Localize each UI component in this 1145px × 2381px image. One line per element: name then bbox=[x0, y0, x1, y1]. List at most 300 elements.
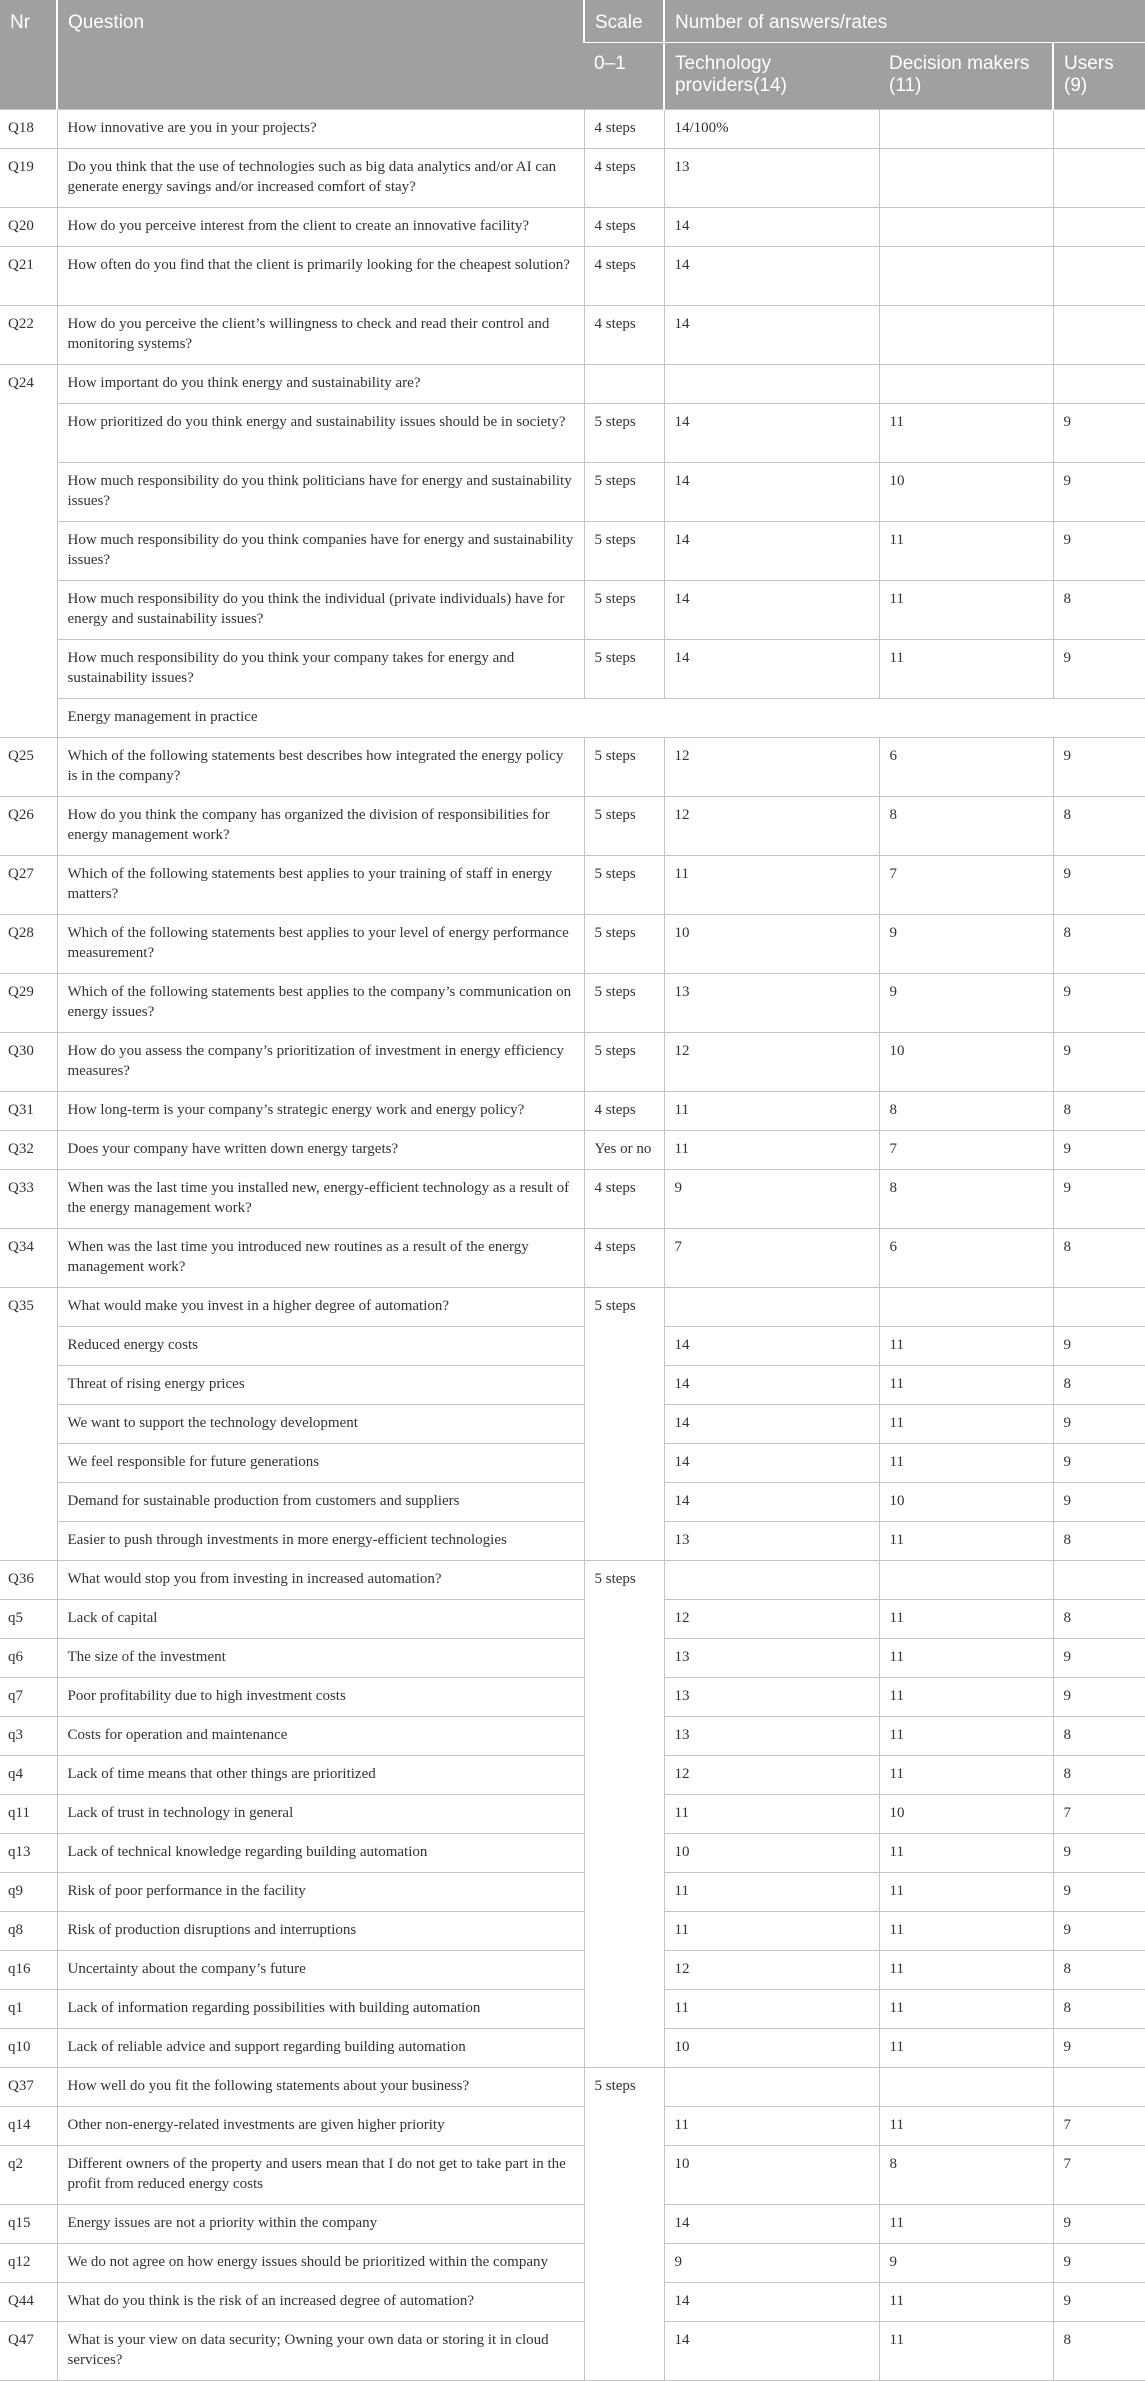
row-nr: q3 bbox=[0, 1717, 57, 1756]
row-question: What is your view on data security; Owning your own data or storing it in cloud services? bbox=[57, 2322, 584, 2381]
row-decision-makers: 8 bbox=[879, 797, 1053, 856]
row-scale bbox=[584, 2029, 664, 2068]
row-nr: q13 bbox=[0, 1834, 57, 1873]
table-row bbox=[0, 208, 1145, 247]
row-question: When was the last time you installed new, energy-efficient technology as a result of the energy management work? bbox=[57, 1170, 584, 1229]
row-question: How prioritized do you think energy and sustainability issues should be in society? bbox=[57, 404, 584, 463]
header-technology-providers: Technology providers(14) bbox=[664, 43, 879, 110]
table-row bbox=[0, 1229, 1145, 1288]
row-question: Costs for operation and maintenance bbox=[57, 1717, 584, 1756]
row-nr bbox=[0, 1522, 57, 1561]
row-technology-providers: 7 bbox=[664, 1229, 879, 1288]
row-scale: 5 steps bbox=[584, 581, 664, 640]
table-row bbox=[0, 1600, 1145, 1639]
row-users: 9 bbox=[1053, 1639, 1145, 1678]
row-technology-providers: 14 bbox=[664, 208, 879, 247]
row-nr: q16 bbox=[0, 1951, 57, 1990]
row-scale: 5 steps bbox=[584, 2068, 664, 2107]
row-scale bbox=[584, 1522, 664, 1561]
row-question: How much responsibility do you think politicians have for energy and sustainability issues? bbox=[57, 463, 584, 522]
table-row bbox=[0, 640, 1145, 699]
row-scale bbox=[584, 1444, 664, 1483]
row-users bbox=[1053, 1561, 1145, 1600]
row-question: How well do you fit the following statements about your business? bbox=[57, 2068, 584, 2107]
row-question: How do you think the company has organized the division of responsibilities for energy management work? bbox=[57, 797, 584, 856]
row-technology-providers: 14 bbox=[664, 247, 879, 306]
row-nr bbox=[0, 1327, 57, 1366]
row-nr: Q21 bbox=[0, 247, 57, 306]
row-users: 9 bbox=[1053, 2205, 1145, 2244]
row-users: 9 bbox=[1053, 1327, 1145, 1366]
row-technology-providers: 13 bbox=[664, 1639, 879, 1678]
row-question: Threat of rising energy prices bbox=[57, 1366, 584, 1405]
row-scale bbox=[584, 1327, 664, 1366]
row-question: Demand for sustainable production from customers and suppliers bbox=[57, 1483, 584, 1522]
row-users bbox=[1053, 306, 1145, 365]
row-technology-providers: 11 bbox=[664, 1795, 879, 1834]
row-users: 9 bbox=[1053, 640, 1145, 699]
row-technology-providers: 14 bbox=[664, 1444, 879, 1483]
row-scale: 4 steps bbox=[584, 1170, 664, 1229]
row-scale bbox=[584, 2244, 664, 2283]
row-nr: Q22 bbox=[0, 306, 57, 365]
row-decision-makers: 11 bbox=[879, 2322, 1053, 2381]
row-scale: 4 steps bbox=[584, 1229, 664, 1288]
row-decision-makers: 9 bbox=[879, 915, 1053, 974]
row-technology-providers bbox=[664, 1561, 879, 1600]
row-technology-providers: 12 bbox=[664, 1951, 879, 1990]
row-nr bbox=[0, 699, 57, 738]
row-users: 9 bbox=[1053, 463, 1145, 522]
row-technology-providers: 11 bbox=[664, 1131, 879, 1170]
row-nr: Q25 bbox=[0, 738, 57, 797]
table-row bbox=[0, 404, 1145, 463]
row-nr bbox=[0, 1444, 57, 1483]
row-nr: q4 bbox=[0, 1756, 57, 1795]
table-row bbox=[0, 1033, 1145, 1092]
row-technology-providers: 10 bbox=[664, 1834, 879, 1873]
table-row bbox=[0, 1678, 1145, 1717]
row-scale bbox=[584, 1405, 664, 1444]
row-nr bbox=[0, 463, 57, 522]
row-technology-providers: 9 bbox=[664, 1170, 879, 1229]
row-nr bbox=[0, 1405, 57, 1444]
row-technology-providers: 11 bbox=[664, 1873, 879, 1912]
table-row bbox=[0, 974, 1145, 1033]
row-question: Which of the following statements best applies to the company’s communication on energy issues? bbox=[57, 974, 584, 1033]
row-question: How do you perceive the client’s willingness to check and read their control and monitoring systems? bbox=[57, 306, 584, 365]
row-question: How long-term is your company’s strategic energy work and energy policy? bbox=[57, 1092, 584, 1131]
row-decision-makers: 9 bbox=[879, 2244, 1053, 2283]
row-scale: 5 steps bbox=[584, 974, 664, 1033]
row-nr bbox=[0, 581, 57, 640]
row-technology-providers: 13 bbox=[664, 149, 879, 208]
row-decision-makers bbox=[879, 1561, 1053, 1600]
row-scale bbox=[584, 1951, 664, 1990]
table-row bbox=[0, 1092, 1145, 1131]
row-technology-providers: 13 bbox=[664, 1522, 879, 1561]
row-technology-providers: 13 bbox=[664, 974, 879, 1033]
row-decision-makers: 11 bbox=[879, 1912, 1053, 1951]
row-scale: 5 steps bbox=[584, 1561, 664, 1600]
row-decision-makers bbox=[879, 306, 1053, 365]
row-nr: q12 bbox=[0, 2244, 57, 2283]
row-question: How much responsibility do you think companies have for energy and sustainability issues? bbox=[57, 522, 584, 581]
row-scale bbox=[584, 1600, 664, 1639]
row-users: 9 bbox=[1053, 2029, 1145, 2068]
row-decision-makers: 10 bbox=[879, 1033, 1053, 1092]
row-users: 9 bbox=[1053, 1483, 1145, 1522]
row-nr: Q47 bbox=[0, 2322, 57, 2381]
row-technology-providers: 14 bbox=[664, 1483, 879, 1522]
row-technology-providers: 14 bbox=[664, 463, 879, 522]
row-question: The size of the investment bbox=[57, 1639, 584, 1678]
section-label: Energy management in practice bbox=[57, 699, 1145, 738]
header-decision-makers: Decision makers (11) bbox=[879, 43, 1053, 110]
header-question: Question bbox=[57, 0, 584, 110]
row-decision-makers: 11 bbox=[879, 1951, 1053, 1990]
row-decision-makers: 6 bbox=[879, 738, 1053, 797]
row-question: Which of the following statements best applies to your level of energy performance measurement? bbox=[57, 915, 584, 974]
row-decision-makers: 11 bbox=[879, 2283, 1053, 2322]
row-nr: Q32 bbox=[0, 1131, 57, 1170]
table-body bbox=[0, 110, 1145, 2381]
row-nr: q7 bbox=[0, 1678, 57, 1717]
row-question: How much responsibility do you think the individual (private individuals) have for energy and sustainability issues? bbox=[57, 581, 584, 640]
row-users: 9 bbox=[1053, 1444, 1145, 1483]
table-row bbox=[0, 522, 1145, 581]
row-scale bbox=[584, 1990, 664, 2029]
row-question: We do not agree on how energy issues should be prioritized within the company bbox=[57, 2244, 584, 2283]
row-decision-makers: 11 bbox=[879, 1873, 1053, 1912]
row-technology-providers: 12 bbox=[664, 1033, 879, 1092]
row-scale bbox=[584, 1912, 664, 1951]
row-users: 9 bbox=[1053, 1678, 1145, 1717]
table-row bbox=[0, 2244, 1145, 2283]
row-users: 9 bbox=[1053, 522, 1145, 581]
row-users: 8 bbox=[1053, 1092, 1145, 1131]
row-scale bbox=[584, 1366, 664, 1405]
row-scale bbox=[584, 1483, 664, 1522]
row-decision-makers bbox=[879, 1288, 1053, 1327]
row-nr: Q34 bbox=[0, 1229, 57, 1288]
row-nr: q15 bbox=[0, 2205, 57, 2244]
row-technology-providers: 14 bbox=[664, 404, 879, 463]
table-row bbox=[0, 1483, 1145, 1522]
row-scale: Yes or no bbox=[584, 1131, 664, 1170]
table-row bbox=[0, 1405, 1145, 1444]
row-decision-makers: 10 bbox=[879, 1795, 1053, 1834]
row-technology-providers: 14 bbox=[664, 306, 879, 365]
table-row bbox=[0, 1366, 1145, 1405]
row-scale: 5 steps bbox=[584, 1033, 664, 1092]
row-nr: q8 bbox=[0, 1912, 57, 1951]
row-scale bbox=[584, 1795, 664, 1834]
table-row bbox=[0, 149, 1145, 208]
row-nr: Q19 bbox=[0, 149, 57, 208]
row-decision-makers: 11 bbox=[879, 1522, 1053, 1561]
row-technology-providers: 10 bbox=[664, 2146, 879, 2205]
table-row bbox=[0, 2283, 1145, 2322]
row-nr: Q30 bbox=[0, 1033, 57, 1092]
header-users: Users (9) bbox=[1053, 43, 1145, 110]
row-users: 7 bbox=[1053, 2107, 1145, 2146]
table-row bbox=[0, 1131, 1145, 1170]
row-decision-makers: 11 bbox=[879, 1834, 1053, 1873]
row-nr: q2 bbox=[0, 2146, 57, 2205]
row-question: How much responsibility do you think your company takes for energy and sustainability issues? bbox=[57, 640, 584, 699]
row-decision-makers: 11 bbox=[879, 2029, 1053, 2068]
table-row bbox=[0, 1288, 1145, 1327]
row-decision-makers: 11 bbox=[879, 1600, 1053, 1639]
row-scale bbox=[584, 1756, 664, 1795]
row-users bbox=[1053, 2068, 1145, 2107]
row-technology-providers: 14 bbox=[664, 640, 879, 699]
row-decision-makers: 7 bbox=[879, 1131, 1053, 1170]
row-users bbox=[1053, 149, 1145, 208]
row-scale: 4 steps bbox=[584, 247, 664, 306]
row-decision-makers: 11 bbox=[879, 1639, 1053, 1678]
row-scale bbox=[584, 1834, 664, 1873]
header-scale: Scale bbox=[584, 0, 664, 43]
table-row bbox=[0, 738, 1145, 797]
row-technology-providers: 10 bbox=[664, 2029, 879, 2068]
row-users: 7 bbox=[1053, 2146, 1145, 2205]
header-scale-sub: 0–1 bbox=[584, 43, 664, 110]
row-question: How important do you think energy and sustainability are? bbox=[57, 365, 584, 404]
table-row bbox=[0, 1795, 1145, 1834]
row-technology-providers: 14 bbox=[664, 2205, 879, 2244]
row-nr: Q28 bbox=[0, 915, 57, 974]
row-users: 9 bbox=[1053, 1834, 1145, 1873]
row-scale bbox=[584, 1639, 664, 1678]
table-row bbox=[0, 2322, 1145, 2381]
row-nr: Q35 bbox=[0, 1288, 57, 1327]
row-technology-providers: 14 bbox=[664, 581, 879, 640]
row-users: 8 bbox=[1053, 1951, 1145, 1990]
table-row bbox=[0, 1912, 1145, 1951]
row-users: 9 bbox=[1053, 2244, 1145, 2283]
row-technology-providers bbox=[664, 2068, 879, 2107]
row-users: 9 bbox=[1053, 1912, 1145, 1951]
row-nr: q6 bbox=[0, 1639, 57, 1678]
row-question: Lack of technical knowledge regarding building automation bbox=[57, 1834, 584, 1873]
table-row bbox=[0, 1834, 1145, 1873]
row-decision-makers: 10 bbox=[879, 463, 1053, 522]
row-scale: 4 steps bbox=[584, 208, 664, 247]
row-decision-makers: 11 bbox=[879, 640, 1053, 699]
row-question: Different owners of the property and users mean that I do not get to take part in the profit from reduced energy costs bbox=[57, 2146, 584, 2205]
row-technology-providers: 11 bbox=[664, 1990, 879, 2029]
row-nr: Q44 bbox=[0, 2283, 57, 2322]
row-question: How innovative are you in your projects? bbox=[57, 110, 584, 149]
row-users: 8 bbox=[1053, 1717, 1145, 1756]
row-users: 8 bbox=[1053, 1522, 1145, 1561]
row-scale bbox=[584, 365, 664, 404]
row-scale bbox=[584, 2322, 664, 2381]
row-technology-providers: 12 bbox=[664, 797, 879, 856]
table-row bbox=[0, 2205, 1145, 2244]
row-nr bbox=[0, 1483, 57, 1522]
row-users: 9 bbox=[1053, 404, 1145, 463]
row-scale bbox=[584, 2205, 664, 2244]
table-row bbox=[0, 1990, 1145, 2029]
row-technology-providers bbox=[664, 365, 879, 404]
table-row bbox=[0, 1717, 1145, 1756]
row-question: We want to support the technology development bbox=[57, 1405, 584, 1444]
row-nr: Q36 bbox=[0, 1561, 57, 1600]
row-users: 8 bbox=[1053, 581, 1145, 640]
row-users: 9 bbox=[1053, 1131, 1145, 1170]
row-question: What would stop you from investing in increased automation? bbox=[57, 1561, 584, 1600]
row-nr: Q37 bbox=[0, 2068, 57, 2107]
row-question: Do you think that the use of technologies such as big data analytics and/or AI can generate energy savings and/or increased comfort of stay? bbox=[57, 149, 584, 208]
row-nr: q5 bbox=[0, 1600, 57, 1639]
row-decision-makers: 6 bbox=[879, 1229, 1053, 1288]
row-decision-makers bbox=[879, 365, 1053, 404]
row-technology-providers: 14 bbox=[664, 2322, 879, 2381]
row-scale: 5 steps bbox=[584, 640, 664, 699]
table-row bbox=[0, 1756, 1145, 1795]
row-technology-providers: 14 bbox=[664, 1405, 879, 1444]
row-technology-providers: 11 bbox=[664, 856, 879, 915]
row-question: Uncertainty about the company’s future bbox=[57, 1951, 584, 1990]
row-technology-providers: 9 bbox=[664, 2244, 879, 2283]
row-decision-makers bbox=[879, 2068, 1053, 2107]
row-users: 8 bbox=[1053, 915, 1145, 974]
table-row bbox=[0, 365, 1145, 404]
row-decision-makers: 11 bbox=[879, 522, 1053, 581]
row-question: How often do you find that the client is primarily looking for the cheapest solution? bbox=[57, 247, 584, 306]
row-question: Risk of production disruptions and interruptions bbox=[57, 1912, 584, 1951]
row-question: Easier to push through investments in more energy-efficient technologies bbox=[57, 1522, 584, 1561]
row-technology-providers: 14 bbox=[664, 1327, 879, 1366]
row-users: 9 bbox=[1053, 1873, 1145, 1912]
row-decision-makers: 7 bbox=[879, 856, 1053, 915]
row-technology-providers: 10 bbox=[664, 915, 879, 974]
header-nr: Nr bbox=[0, 0, 57, 110]
row-users bbox=[1053, 247, 1145, 306]
row-scale bbox=[584, 1717, 664, 1756]
row-users bbox=[1053, 208, 1145, 247]
row-question: Lack of information regarding possibilities with building automation bbox=[57, 1990, 584, 2029]
row-users: 8 bbox=[1053, 797, 1145, 856]
section-row bbox=[0, 699, 1145, 738]
row-scale bbox=[584, 2146, 664, 2205]
table-row bbox=[0, 915, 1145, 974]
row-decision-makers bbox=[879, 247, 1053, 306]
row-technology-providers: 11 bbox=[664, 1092, 879, 1131]
row-decision-makers: 11 bbox=[879, 1327, 1053, 1366]
table-header bbox=[0, 0, 1145, 110]
row-users: 9 bbox=[1053, 1033, 1145, 1092]
table-row bbox=[0, 110, 1145, 149]
row-users: 9 bbox=[1053, 856, 1145, 915]
row-scale: 5 steps bbox=[584, 797, 664, 856]
row-question: What do you think is the risk of an increased degree of automation? bbox=[57, 2283, 584, 2322]
row-users: 8 bbox=[1053, 2322, 1145, 2381]
table-row bbox=[0, 2107, 1145, 2146]
row-scale bbox=[584, 1678, 664, 1717]
table-row bbox=[0, 856, 1145, 915]
row-scale: 5 steps bbox=[584, 522, 664, 581]
table-row bbox=[0, 1639, 1145, 1678]
row-technology-providers: 12 bbox=[664, 738, 879, 797]
row-decision-makers: 11 bbox=[879, 404, 1053, 463]
row-users: 7 bbox=[1053, 1795, 1145, 1834]
row-question: Other non-energy-related investments are given higher priority bbox=[57, 2107, 584, 2146]
row-scale bbox=[584, 2107, 664, 2146]
row-technology-providers bbox=[664, 1288, 879, 1327]
row-question: Energy issues are not a priority within the company bbox=[57, 2205, 584, 2244]
row-technology-providers: 14 bbox=[664, 522, 879, 581]
table-row bbox=[0, 797, 1145, 856]
row-question: Poor profitability due to high investment costs bbox=[57, 1678, 584, 1717]
row-scale: 5 steps bbox=[584, 856, 664, 915]
row-users bbox=[1053, 110, 1145, 149]
row-scale: 5 steps bbox=[584, 463, 664, 522]
row-nr bbox=[0, 404, 57, 463]
table-row bbox=[0, 1522, 1145, 1561]
row-technology-providers: 14 bbox=[664, 2283, 879, 2322]
row-nr: q14 bbox=[0, 2107, 57, 2146]
row-nr: Q18 bbox=[0, 110, 57, 149]
row-technology-providers: 11 bbox=[664, 1912, 879, 1951]
table-row bbox=[0, 1951, 1145, 1990]
table-row bbox=[0, 247, 1145, 306]
row-decision-makers: 11 bbox=[879, 1990, 1053, 2029]
row-nr: Q29 bbox=[0, 974, 57, 1033]
row-technology-providers: 11 bbox=[664, 2107, 879, 2146]
row-question: How do you perceive interest from the client to create an innovative facility? bbox=[57, 208, 584, 247]
row-question: Which of the following statements best describes how integrated the energy policy is in the company? bbox=[57, 738, 584, 797]
row-nr: Q33 bbox=[0, 1170, 57, 1229]
row-scale: 5 steps bbox=[584, 404, 664, 463]
row-decision-makers: 11 bbox=[879, 1756, 1053, 1795]
row-scale: 5 steps bbox=[584, 738, 664, 797]
row-question: Lack of capital bbox=[57, 1600, 584, 1639]
table-row bbox=[0, 1327, 1145, 1366]
row-decision-makers: 11 bbox=[879, 1717, 1053, 1756]
row-scale: 4 steps bbox=[584, 110, 664, 149]
row-users: 9 bbox=[1053, 974, 1145, 1033]
row-question: Which of the following statements best applies to your training of staff in energy matters? bbox=[57, 856, 584, 915]
row-users: 8 bbox=[1053, 1366, 1145, 1405]
row-decision-makers: 11 bbox=[879, 1444, 1053, 1483]
row-nr: q9 bbox=[0, 1873, 57, 1912]
header-answers: Number of answers/rates bbox=[664, 0, 1145, 43]
row-nr: Q20 bbox=[0, 208, 57, 247]
row-users: 9 bbox=[1053, 1170, 1145, 1229]
row-nr: Q24 bbox=[0, 365, 57, 404]
row-decision-makers: 9 bbox=[879, 974, 1053, 1033]
row-decision-makers: 8 bbox=[879, 1092, 1053, 1131]
table-row bbox=[0, 1561, 1145, 1600]
row-nr: Q31 bbox=[0, 1092, 57, 1131]
row-scale: 4 steps bbox=[584, 149, 664, 208]
row-decision-makers: 11 bbox=[879, 2205, 1053, 2244]
row-question: Lack of time means that other things are prioritized bbox=[57, 1756, 584, 1795]
row-nr: q11 bbox=[0, 1795, 57, 1834]
row-decision-makers: 8 bbox=[879, 1170, 1053, 1229]
row-scale: 4 steps bbox=[584, 1092, 664, 1131]
table-row bbox=[0, 1444, 1145, 1483]
table-row bbox=[0, 306, 1145, 365]
row-scale bbox=[584, 1873, 664, 1912]
row-decision-makers bbox=[879, 110, 1053, 149]
row-question: Reduced energy costs bbox=[57, 1327, 584, 1366]
row-technology-providers: 13 bbox=[664, 1717, 879, 1756]
